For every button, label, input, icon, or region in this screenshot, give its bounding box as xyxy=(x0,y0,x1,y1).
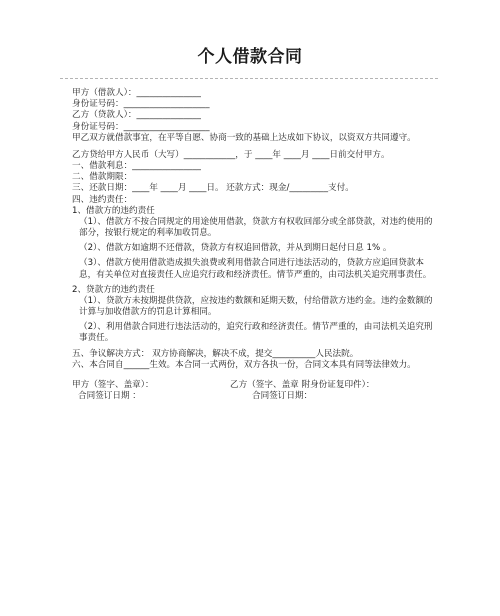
document-body xyxy=(60,88,438,402)
clause-effect: 六、本合同自______生效。本合同一式两份，双方各执一份，合同文本具有同等法律效力。 xyxy=(72,359,416,370)
borrower-signature-label: 甲方（签字、盖章）： xyxy=(72,379,154,390)
borrower-line: 甲方（借款人）：_______________ xyxy=(72,88,201,98)
borrower-signing-date-label: 合同签订日期 ： xyxy=(78,391,141,402)
signing-date-row xyxy=(60,391,438,402)
borrower-id-line: 身份证号码：____________________ xyxy=(72,99,210,110)
lender-liability-2: （2）、利用借款合同进行违法活动的，追究行政和经济责任。情节严重的，由司法机关追究刑事责任。 xyxy=(79,322,433,344)
lender-liability-1: （1）、贷款方未按期提供贷款，应按违约数额和延期天数，付给借款方违约金。违约金数额的计算与加收借款方的罚息计算相同。 xyxy=(79,295,433,318)
lender-line: 乙方（贷款人）：_______________ xyxy=(72,110,201,121)
lender-signature-label: 乙方（签字、盖章 附身份证复印件）： xyxy=(230,379,375,390)
lender-signing-date-label: 合同签订日期： xyxy=(252,391,313,402)
document-title: 个人借款合同 xyxy=(197,47,303,67)
clause-term: 二、借款期限： xyxy=(72,172,133,183)
borrower-liability-2: （2）、借款方如逾期不还借款，贷款方有权追回借款，并从到期日起付日息 1% 。 xyxy=(79,243,392,254)
preamble: 甲乙双方就借款事宜，在平等自愿、协商一致的基础上达成如下协议，以资双方共同遵守。 xyxy=(72,132,416,143)
borrower-liability-heading: 1、借款方的违约责任 xyxy=(72,205,155,216)
clause-dispute: 五、争议解决方式： 双方协商解决，解决不成，提交__________人民法院。 xyxy=(72,348,359,359)
clause-repayment: 三、还款日期：____年 ____月 ____日。 还款方式：现金/_________支付。 xyxy=(72,183,354,194)
lender-liability-heading: 2、贷款方的违约责任 xyxy=(72,284,155,295)
lender-id-line: 身份证号码：____________________ xyxy=(72,121,210,132)
clause-liability-heading: 四、违约责任： xyxy=(72,194,133,205)
signature-row xyxy=(60,380,438,391)
borrower-liability-1: （1）、借款方不按合同规定的用途使用借款，贷款方有权收回部分或全部贷款，对违约使用的部分，按银行规定的利率加收罚息。 xyxy=(79,216,433,239)
title-divider xyxy=(60,78,438,79)
borrower-liability-3: （3）、借款方使用借款造成损失浪费或利用借款合同进行违法活动的，贷款方应追回贷款本息，有关单位对直接责任人应追究行政和经济责任。情节严重的，由司法机关追究刑事责任。 xyxy=(79,258,432,280)
clause-interest: 一、借款利息：________________ xyxy=(72,161,201,172)
loan-amount-clause: 乙方贷给甲方人民币（大写）____________，于 ____年 ____月 ____日前交付甲方。 xyxy=(72,149,390,160)
